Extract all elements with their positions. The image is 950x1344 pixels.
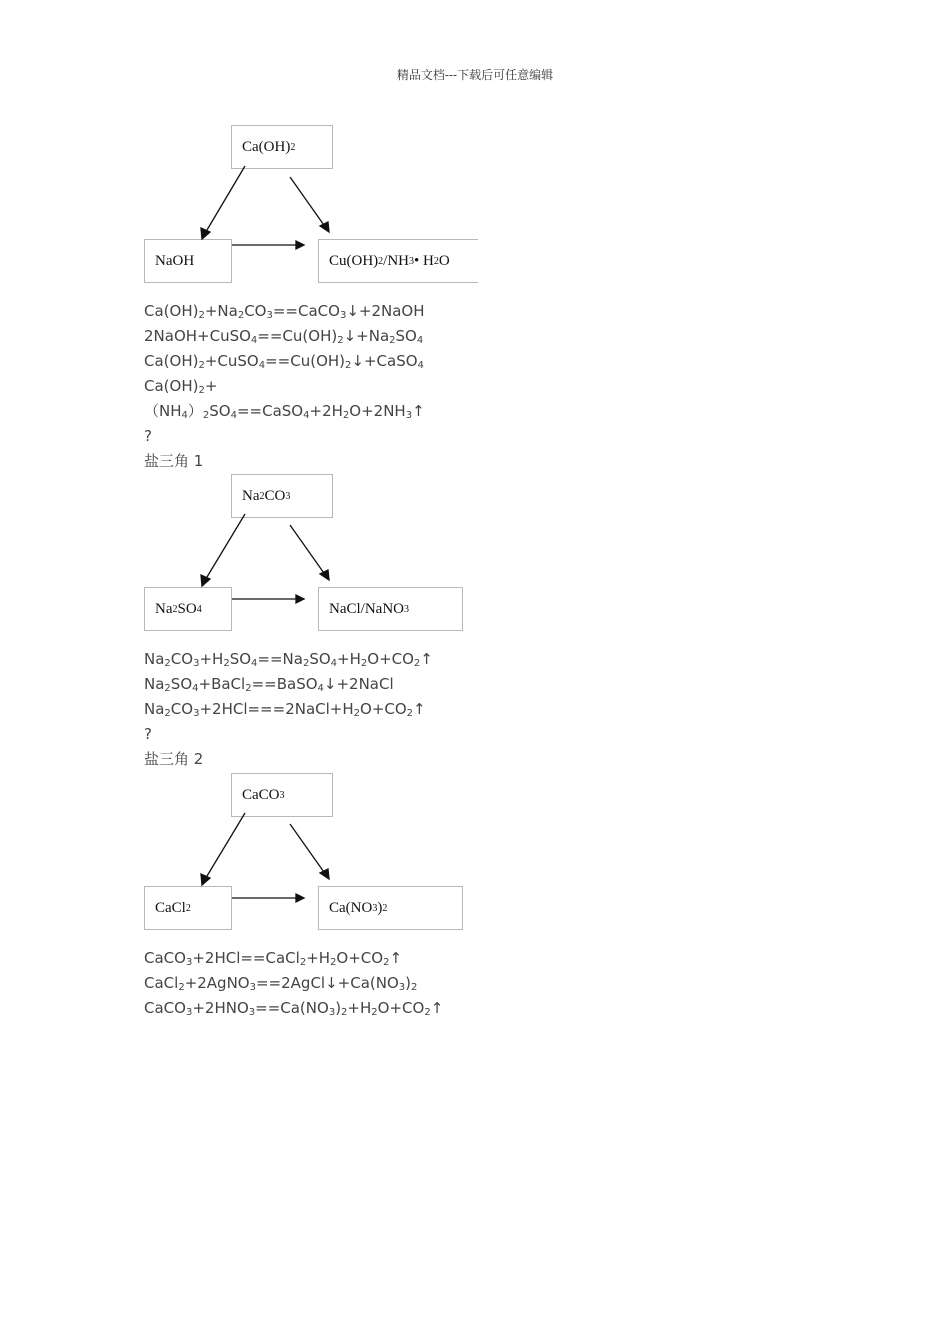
subscript: 3 xyxy=(405,410,413,421)
subscript: 2 xyxy=(345,360,352,371)
arrowhead xyxy=(296,595,304,603)
formula-text: • H xyxy=(414,252,434,269)
arrowhead xyxy=(320,222,329,232)
reaction-arrows xyxy=(144,125,484,285)
arrow-top-to-left xyxy=(204,514,245,582)
subscript: 2 xyxy=(237,310,245,321)
formula-text: CO xyxy=(170,700,194,718)
subscript: 4 xyxy=(258,360,266,371)
formula-text: CaCl xyxy=(155,899,186,916)
subscript: 4 xyxy=(250,335,258,346)
subscript: 3 xyxy=(372,902,378,914)
subscript: 2 xyxy=(178,982,185,993)
formula-text: ↑ xyxy=(420,650,433,668)
subscript: 2 xyxy=(290,141,296,153)
subscript: 2 xyxy=(413,658,421,669)
equation-line xyxy=(144,449,425,474)
equation-line xyxy=(144,374,425,399)
page-header: 精品文档---下载后可任意编辑 xyxy=(396,68,554,82)
formula-text: Ca(OH) xyxy=(144,302,199,320)
formula-text: CaCO xyxy=(144,949,186,967)
formula-text: ↑ xyxy=(413,700,426,718)
subscript: 3 xyxy=(409,255,415,267)
equation-line xyxy=(144,946,443,971)
subscript: 2 xyxy=(198,310,205,321)
formula-text: ) xyxy=(377,899,383,916)
formula-text: 盐三角 1 xyxy=(144,452,204,470)
formula-text: Ca(OH) xyxy=(242,138,291,155)
formula-text: +BaCl xyxy=(198,675,246,693)
formula-text: 盐三角 2 xyxy=(144,750,204,768)
formula-text: ==BaSO xyxy=(251,675,318,693)
formula-text: +H xyxy=(337,650,361,668)
arrow-top-to-left xyxy=(204,166,245,235)
subscript: 2 xyxy=(411,982,418,993)
subscript: 4 xyxy=(417,360,424,371)
equations-section-1 xyxy=(144,299,425,474)
formula-text: +2H xyxy=(309,402,343,420)
equations-section-3 xyxy=(144,946,443,1021)
formula-text: O+2NH xyxy=(349,402,406,420)
formula-text: ==Ca(NO xyxy=(255,999,329,1017)
formula-text: Ca(OH) xyxy=(144,352,199,370)
subscript: 2 xyxy=(389,335,396,346)
formula-text: +H xyxy=(306,949,331,967)
arrowhead xyxy=(296,241,304,249)
formula-text: +CuSO xyxy=(204,352,259,370)
subscript: 2 xyxy=(164,658,171,669)
formula-text: SO xyxy=(229,650,252,668)
reaction-arrows xyxy=(144,474,484,634)
arrowhead xyxy=(201,874,210,885)
reaction-arrows xyxy=(144,773,484,933)
formula-text: O+CO xyxy=(367,650,414,668)
equation-line xyxy=(144,747,433,772)
subscript: 2 xyxy=(378,255,384,267)
formula-text: CO xyxy=(264,487,286,504)
equation-line xyxy=(144,996,443,1021)
formula-text: Ca(NO xyxy=(329,899,373,916)
formula-text: ↑ xyxy=(412,402,425,420)
subscript: 2 xyxy=(371,1007,378,1018)
subscript: 2 xyxy=(406,708,414,719)
formula-text: ==Cu(OH) xyxy=(265,352,346,370)
subscript: 4 xyxy=(181,410,188,421)
formula-text: ↑ xyxy=(430,999,444,1017)
subscript: 2 xyxy=(185,902,191,914)
formula-text: /NH xyxy=(383,252,410,269)
subscript: 3 xyxy=(339,310,347,321)
formula-text: Ca(OH) xyxy=(144,377,199,395)
formula-text: ↓+CaSO xyxy=(351,352,418,370)
diagram-base-triangle xyxy=(144,125,484,285)
subscript: 2 xyxy=(198,385,205,396)
arrow-top-to-right xyxy=(290,525,326,576)
equation-line xyxy=(144,971,443,996)
subscript: 2 xyxy=(330,957,337,968)
subscript: 2 xyxy=(383,957,390,968)
equation-line xyxy=(144,697,433,722)
subscript: 3 xyxy=(185,957,193,968)
formula-text: O+CO xyxy=(377,999,425,1017)
formula-text: Na xyxy=(242,487,260,504)
subscript: 4 xyxy=(330,658,338,669)
subscript: 2 xyxy=(164,708,171,719)
subscript: 4 xyxy=(251,658,258,669)
formula-text: Cu(OH) xyxy=(329,252,379,269)
formula-text: ↑ xyxy=(389,949,403,967)
formula-text: ==Na xyxy=(257,650,303,668)
diagram-salt-triangle-1 xyxy=(144,474,484,634)
arrowhead xyxy=(201,575,210,586)
subscript: 3 xyxy=(249,982,256,993)
subscript: 2 xyxy=(259,490,265,502)
formula-text: ) xyxy=(335,999,342,1017)
formula-text: Na xyxy=(144,675,165,693)
formula-text: +2HCl===2NaCl+H xyxy=(199,700,354,718)
formula-text: Na xyxy=(144,700,165,718)
subscript: 3 xyxy=(398,982,406,993)
formula-text: ? xyxy=(144,427,152,445)
equation-line xyxy=(144,399,425,424)
subscript: 3 xyxy=(193,708,200,719)
formula-text: O xyxy=(438,252,450,269)
subscript: 2 xyxy=(382,902,388,914)
equation-line xyxy=(144,349,425,374)
equation-line xyxy=(144,672,433,697)
equations-section-2 xyxy=(144,647,433,772)
subscript: 2 xyxy=(360,658,368,669)
formula-text: ==CaCO xyxy=(272,302,340,320)
formula-text: +Na xyxy=(204,302,238,320)
formula-text: ) xyxy=(405,974,412,992)
formula-text: NaCl/NaNO xyxy=(329,600,404,617)
subscript: 2 xyxy=(172,603,178,615)
arrowhead xyxy=(201,228,210,239)
subscript: 2 xyxy=(424,1007,431,1018)
subscript: 2 xyxy=(341,1007,348,1018)
formula-text: SO xyxy=(309,650,331,668)
subscript: 3 xyxy=(248,1007,256,1018)
subscript: 2 xyxy=(245,683,252,694)
formula-text: Na xyxy=(144,650,165,668)
formula-text: O+CO xyxy=(360,700,407,718)
subscript: 2 xyxy=(299,957,307,968)
arrowhead xyxy=(296,894,304,902)
subscript: 2 xyxy=(198,360,205,371)
formula-text: CaCl xyxy=(144,974,179,992)
formula-text: CaCO xyxy=(144,999,186,1017)
arrow-top-to-right xyxy=(290,824,326,875)
subscript: 2 xyxy=(433,255,439,267)
subscript: 4 xyxy=(192,683,199,694)
formula-text: ↓+2NaOH xyxy=(346,302,425,320)
formula-text: + xyxy=(204,377,218,395)
formula-text: ==Cu(OH) xyxy=(257,327,338,345)
formula-text: +H xyxy=(199,650,224,668)
formula-text: ） xyxy=(187,402,203,420)
arrowhead xyxy=(320,869,329,879)
equation-line xyxy=(144,424,425,449)
formula-text: SO xyxy=(209,402,231,420)
formula-text: CaCO xyxy=(242,786,280,803)
diagram-salt-triangle-2 xyxy=(144,773,484,933)
formula-text: CO xyxy=(170,650,194,668)
equation-line xyxy=(144,722,433,747)
subscript: 2 xyxy=(353,708,361,719)
subscript: 2 xyxy=(202,410,210,421)
formula-text: ? xyxy=(144,725,152,743)
formula-text: （NH xyxy=(144,402,182,420)
formula-text: Na xyxy=(155,600,173,617)
formula-text: SO xyxy=(395,327,417,345)
subscript: 2 xyxy=(302,658,310,669)
subscript: 3 xyxy=(328,1007,336,1018)
subscript: 3 xyxy=(285,490,291,502)
formula-text: ↓+2NaCl xyxy=(323,675,394,693)
formula-text: +H xyxy=(347,999,372,1017)
arrow-top-to-left xyxy=(204,813,245,881)
arrow-top-to-right xyxy=(290,177,326,228)
equation-line xyxy=(144,324,425,349)
equation-line xyxy=(144,299,425,324)
formula-text: +2HNO xyxy=(192,999,249,1017)
formula-text: ==2AgCl↓+Ca(NO xyxy=(255,974,399,992)
subscript: 2 xyxy=(337,335,344,346)
formula-text: ==CaSO xyxy=(236,402,304,420)
formula-text: O+CO xyxy=(336,949,384,967)
subscript: 3 xyxy=(193,658,200,669)
subscript: 4 xyxy=(196,603,202,615)
subscript: 4 xyxy=(230,410,237,421)
subscript: 2 xyxy=(342,410,350,421)
subscript: 2 xyxy=(223,658,230,669)
subscript: 2 xyxy=(164,683,171,694)
formula-text: SO xyxy=(170,675,193,693)
subscript: 4 xyxy=(317,683,324,694)
subscript: 3 xyxy=(266,310,273,321)
subscript: 4 xyxy=(416,335,424,346)
subscript: 4 xyxy=(303,410,310,421)
formula-text: +2AgNO xyxy=(184,974,250,992)
formula-text: ↓+Na xyxy=(343,327,390,345)
formula-text: CO xyxy=(244,302,267,320)
arrowhead xyxy=(320,570,329,580)
subscript: 3 xyxy=(279,789,285,801)
subscript: 3 xyxy=(404,603,409,615)
formula-text: SO xyxy=(177,600,197,617)
formula-text: 2NaOH+CuSO xyxy=(144,327,251,345)
formula-text: NaOH xyxy=(155,252,195,269)
formula-text: +2HCl==CaCl xyxy=(192,949,300,967)
equation-line xyxy=(144,647,433,672)
subscript: 3 xyxy=(185,1007,193,1018)
